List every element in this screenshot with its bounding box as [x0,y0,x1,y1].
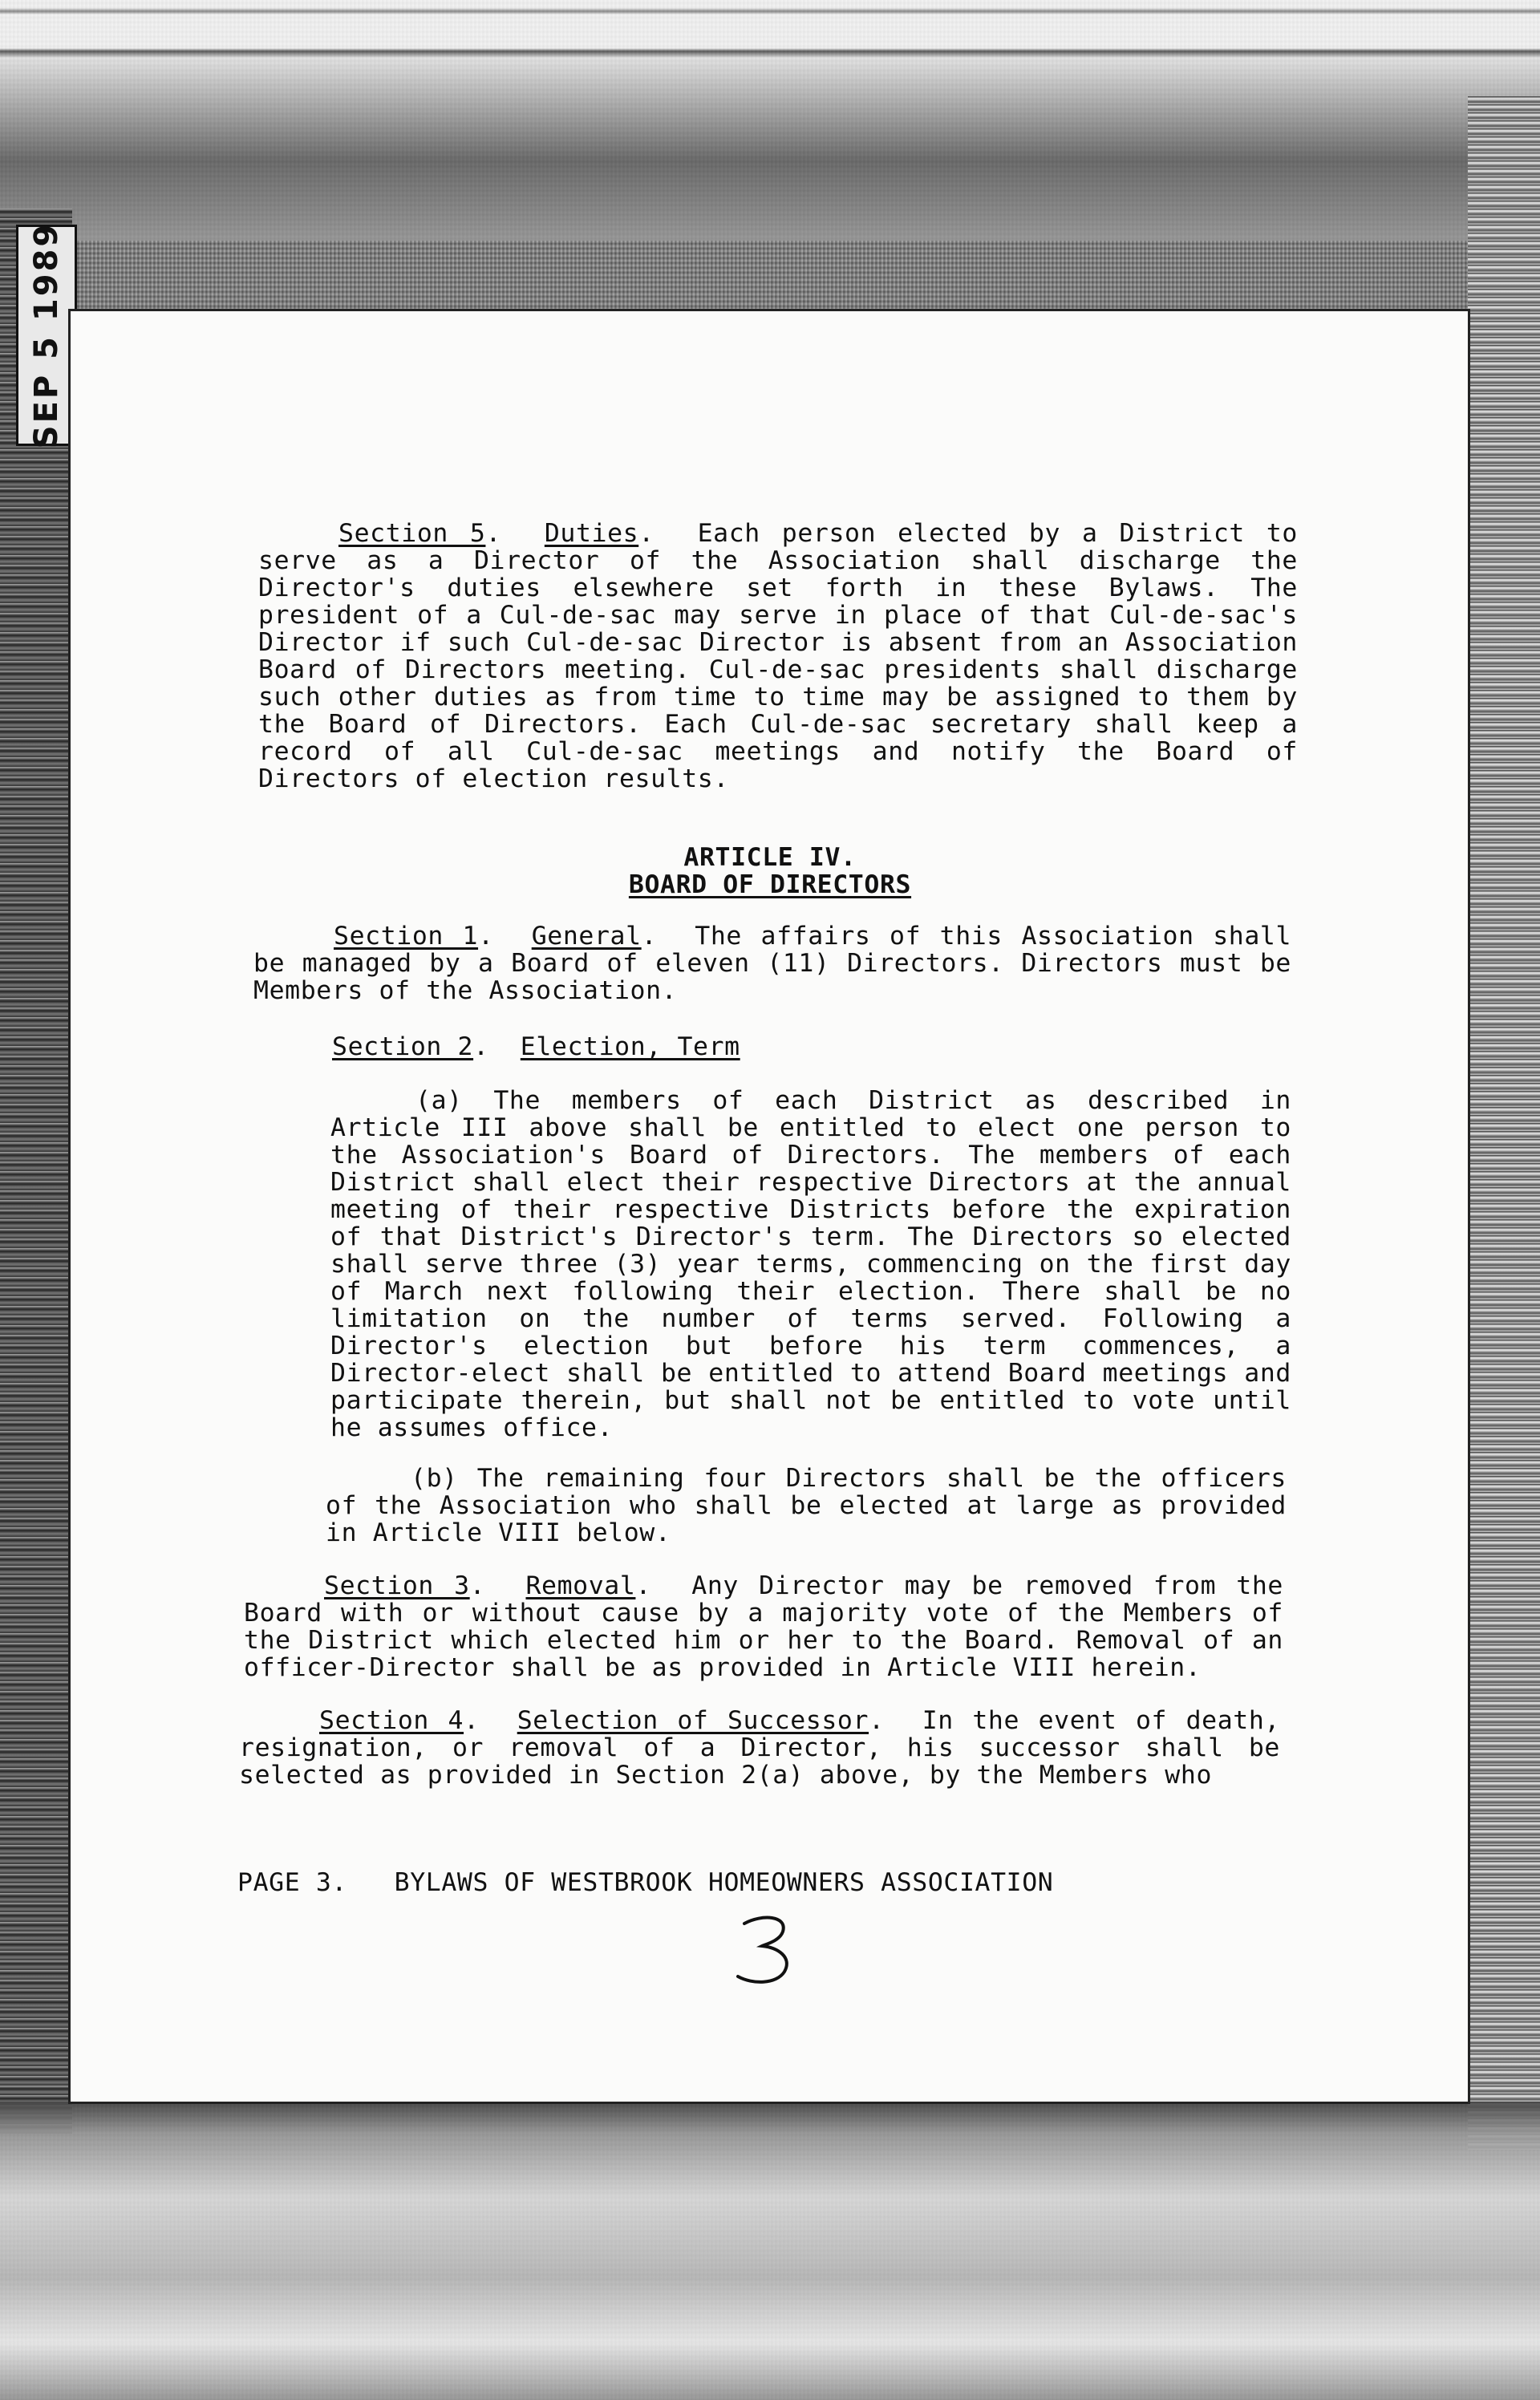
section-1-title: General [531,922,642,951]
page-footer: PAGE 3. BYLAWS OF WESTBROOK HOMEOWNERS ASSOCIATION [237,1868,1054,1897]
handwritten-page-number [730,1909,802,1989]
section-5-body: Each person elected by a District to serve as a Director of the Association shall discharge the Director's duties elsewhere set forth in these Bylaws. The president of a Cul-de-sac may serve in place of that Cul-de-sac's Director if such Cul-de-sac Director is absent from an Association Board of Directors meeting. Cul-de-sac presidents shall discharge such other duties as from time to time may be assigned to them by the Board of Directors. Each Cul-de-sac secretary shall keep a record of all Cul-de-sac meetings and notify the Board of Directors of election results. [258,519,1298,793]
section-2b-paragraph: (b) The remaining four Directors shall be the officers of the Association who shall be elected at large as provided in Article VIII below. [326,1464,1287,1547]
article-title-text: BOARD OF DIRECTORS [628,870,912,899]
section-1-label: Section 1 [334,922,479,951]
section-5-title: Duties [544,519,639,548]
article-title [0,871,1540,898]
section-3-body: Any Director may be removed from the Board with or without cause by a majority vote of the Members of the District which elected him or her to the Board. Removal of an officer-Director shall be as provided in Article VIII herein. [244,1571,1283,1682]
section-3-title: Removal [525,1571,636,1600]
section-1-paragraph: Section 1. General. The affairs of this Association shall be managed by a Board of eleven (11) Directors. Directors must be Members of the Association. [253,922,1292,1005]
section-1-body: The affairs of this Association shall be managed by a Board of eleven (11) Directors. Directors must be Members of the Association. [253,922,1292,1005]
section-4-paragraph: Section 4. Selection of Successor. In the event of death, resignation, or removal of a Director, his successor shall be selected as provided in Section 2(a) above, by the Members who [239,1706,1280,1790]
section-5-paragraph: Section 5. Duties. Each person elected by a District to serve as a Director of the Association shall discharge the Director's duties elsewhere set forth in these Bylaws. The president of a Cul-de-sac may serve in place of that Cul-de-sac's Director if such Cul-de-sac Director is absent from an Association Board of Directors meeting. Cul-de-sac presidents shall discharge such other duties as from time to time may be assigned to them by the Board of Directors. Each Cul-de-sac secretary shall keep a record of all Cul-de-sac meetings and notify the Board of Directors of election results. [258,519,1298,793]
section-2-heading: Section 2. Election, Term [332,1032,740,1061]
section-3-paragraph: Section 3. Removal. Any Director may be removed from the Board with or without cause by a majority vote of the Members of the District which elected him or her to the Board. Removal of an officer-Director shall be as provided in Article VIII herein. [244,1571,1283,1682]
section-4-body: In the event of death, resignation, or removal of a Director, his successor shall be selected as provided in Section 2(a) above, by the Members who [239,1706,1280,1790]
section-2a-paragraph: (a) The members of each District as described in Article III above shall be entitled to elect one person to the Association's Board of Directors. The members of each District shall elect their respective Directors at the annual meeting of their respective Districts before the expiration of that District's Director's term. The Directors so elected shall serve three (3) year terms, commencing on the first day of March next following their election. There shall be no limitation on the number of terms served. Following a Director's election but before his term commences, a Director-elect shall be entitled to attend Board meetings and participate therein, but shall not be entitled to vote until he assumes office. [330,1086,1291,1442]
section-4-label: Section 4 [319,1706,464,1735]
section-3-label: Section 3 [324,1571,470,1600]
section-2-title: Election, Term [520,1032,740,1061]
section-5-label: Section 5 [338,519,486,548]
date-stamp-text: SEP 5 1989 [28,221,65,449]
section-4-title: Selection of Successor [517,1706,869,1735]
section-2-label: Section 2 [332,1032,474,1061]
article-number: ARTICLE IV. [683,843,857,872]
